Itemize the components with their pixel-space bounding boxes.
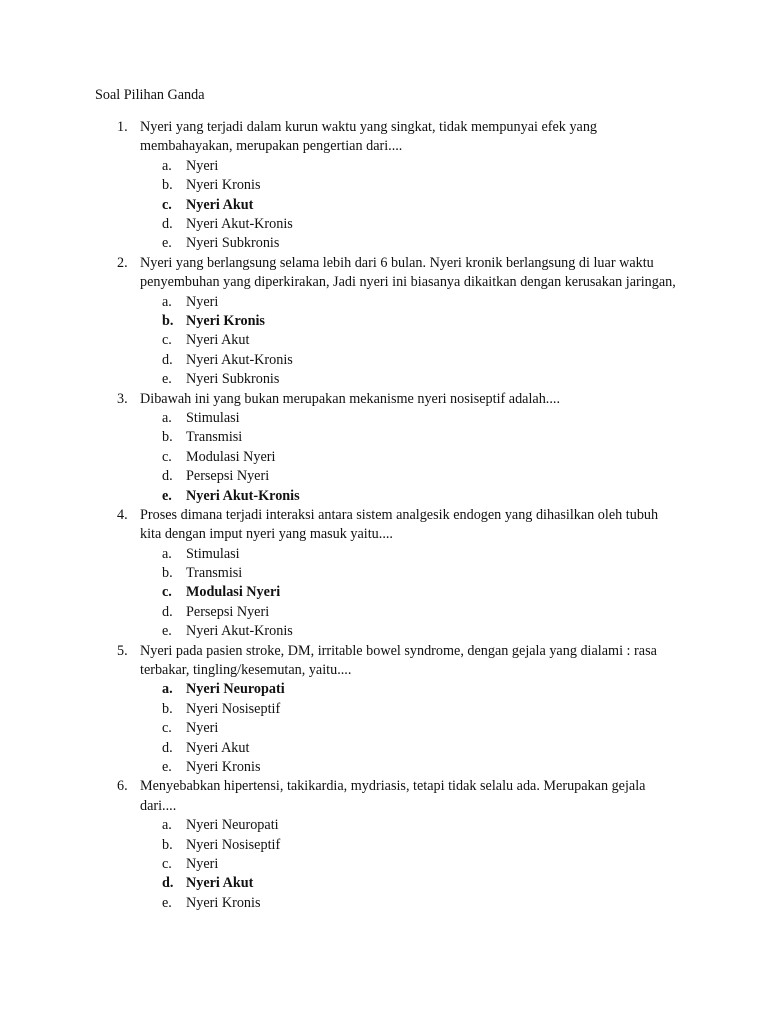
- option-letter: b.: [162, 429, 173, 446]
- answer-option: [0, 564, 768, 583]
- option-text: Transmisi: [186, 429, 243, 446]
- option-letter: b.: [162, 177, 173, 194]
- option-text: Stimulasi: [186, 409, 240, 426]
- option-text: Nyeri: [186, 293, 219, 310]
- option-letter: c.: [162, 720, 172, 737]
- page-title: Soal Pilihan Ganda: [95, 87, 205, 103]
- option-letter: e.: [162, 759, 172, 776]
- option-letter: e.: [162, 623, 172, 640]
- answer-option: [0, 758, 768, 777]
- answer-option: [0, 428, 768, 447]
- option-letter: a.: [162, 293, 172, 310]
- option-letter: c.: [162, 196, 172, 213]
- answer-option: [0, 467, 768, 486]
- answer-option: [0, 700, 768, 719]
- option-text: Nyeri Akut-Kronis: [186, 487, 300, 504]
- answer-option: [0, 157, 768, 176]
- option-list: [0, 680, 768, 777]
- question-number: 4.: [117, 506, 128, 523]
- option-letter: d.: [162, 215, 173, 232]
- option-letter: c.: [162, 856, 172, 873]
- answer-option: [0, 176, 768, 195]
- option-list: [0, 816, 768, 913]
- option-letter: e.: [162, 235, 172, 252]
- option-text: Nyeri Akut-Kronis: [186, 623, 293, 640]
- answer-option: [0, 448, 768, 467]
- option-letter: b.: [162, 565, 173, 582]
- option-text: Nyeri: [186, 157, 219, 174]
- option-text: Modulasi Nyeri: [186, 448, 276, 465]
- option-letter: a.: [162, 157, 172, 174]
- question-item: [0, 390, 768, 506]
- option-text: Persepsi Nyeri: [186, 603, 270, 620]
- option-text: Nyeri Subkronis: [186, 235, 280, 252]
- option-letter: e.: [162, 371, 172, 388]
- question-item: [0, 254, 768, 390]
- answer-option: [0, 370, 768, 389]
- option-text: Nyeri Akut: [186, 875, 254, 892]
- answer-option: [0, 816, 768, 835]
- option-text: Nyeri Kronis: [186, 312, 265, 329]
- option-letter: d.: [162, 468, 173, 485]
- option-text: Nyeri Neuropati: [186, 681, 285, 698]
- question-text: Nyeri pada pasien stroke, DM, irritable bowel syndrome, dengan gejala yang dialami : rasa terbakar, tingling/kesemutan, yaitu....: [140, 642, 657, 679]
- option-text: Nyeri Akut-Kronis: [186, 351, 293, 368]
- option-list: [0, 293, 768, 390]
- question-number: 1.: [117, 119, 128, 135]
- option-letter: e.: [162, 487, 172, 504]
- answer-option: [0, 409, 768, 428]
- answer-option-correct: [0, 312, 768, 331]
- question-text: Proses dimana terjadi interaksi antara sistem analgesik endogen yang dihasilkan oleh tubuh kita dengan imput nyeri yang masuk yaitu....: [140, 506, 659, 543]
- option-text: Modulasi Nyeri: [186, 584, 281, 601]
- question-number: 6.: [117, 778, 128, 795]
- question-text: Nyeri yang terjadi dalam kurun waktu yang singkat, tidak mempunyai efek yang membahayakan, merupakan pengertian dari....: [140, 119, 598, 155]
- answer-option: [0, 215, 768, 234]
- option-text: Nyeri: [186, 720, 219, 737]
- option-letter: a.: [162, 409, 172, 426]
- question-item: [0, 118, 768, 254]
- option-letter: d.: [162, 739, 173, 756]
- answer-option: [0, 545, 768, 564]
- answer-option: [0, 331, 768, 350]
- option-text: Nyeri Kronis: [186, 177, 261, 194]
- option-letter: e.: [162, 894, 172, 911]
- answer-option-correct: [0, 583, 768, 602]
- question-text: Dibawah ini yang bukan merupakan mekanisme nyeri nosiseptif adalah....: [140, 390, 560, 407]
- answer-option: [0, 836, 768, 855]
- option-text: Nyeri Subkronis: [186, 371, 280, 388]
- answer-option-correct: [0, 680, 768, 699]
- option-text: Nyeri Neuropati: [186, 817, 279, 834]
- option-letter: b.: [162, 312, 174, 329]
- option-list: [0, 545, 768, 642]
- option-letter: d.: [162, 875, 174, 892]
- option-text: Nyeri Kronis: [186, 759, 261, 776]
- question-item: [0, 777, 768, 913]
- option-letter: c.: [162, 448, 172, 465]
- option-letter: b.: [162, 836, 173, 853]
- answer-option: [0, 603, 768, 622]
- option-text: Nyeri: [186, 856, 219, 873]
- option-letter: c.: [162, 332, 172, 349]
- option-text: Transmisi: [186, 565, 243, 582]
- answer-option-correct: [0, 874, 768, 893]
- option-letter: a.: [162, 681, 173, 698]
- answer-option: [0, 739, 768, 758]
- answer-option: [0, 719, 768, 738]
- option-text: Nyeri Akut: [186, 196, 254, 213]
- question-text: Nyeri yang berlangsung selama lebih dari 6 bulan. Nyeri kronik berlangsung di luar waktu penyembuhan yang diperkirakan, Jadi nyeri ini biasanya dikaitkan dengan kerusakan jaringan,: [140, 254, 676, 291]
- answer-option: [0, 855, 768, 874]
- option-text: Stimulasi: [186, 545, 240, 562]
- option-letter: d.: [162, 603, 173, 620]
- option-text: Nyeri Kronis: [186, 894, 261, 911]
- question-item: [0, 642, 768, 778]
- option-text: Nyeri Akut: [186, 739, 250, 756]
- answer-option: [0, 293, 768, 312]
- question-list: [0, 118, 768, 913]
- option-text: Nyeri Akut: [186, 332, 250, 349]
- answer-option: [0, 234, 768, 253]
- question-text: Menyebabkan hipertensi, takikardia, mydriasis, tetapi tidak selalu ada. Merupakan gejala dari....: [140, 778, 646, 814]
- option-text: Nyeri Akut-Kronis: [186, 215, 293, 232]
- option-letter: a.: [162, 817, 172, 834]
- option-text: Nyeri Nosiseptif: [186, 700, 281, 717]
- option-letter: a.: [162, 545, 172, 562]
- option-letter: c.: [162, 584, 172, 601]
- answer-option: [0, 894, 768, 913]
- answer-option-correct: [0, 487, 768, 506]
- question-number: 5.: [117, 642, 128, 659]
- option-list: [0, 157, 768, 254]
- option-text: Persepsi Nyeri: [186, 468, 270, 485]
- answer-option: [0, 622, 768, 641]
- question-item: [0, 506, 768, 642]
- question-number: 2.: [117, 254, 128, 271]
- answer-option-correct: [0, 196, 768, 215]
- option-letter: b.: [162, 700, 173, 717]
- option-letter: d.: [162, 351, 173, 368]
- question-number: 3.: [117, 390, 128, 407]
- option-text: Nyeri Nosiseptif: [186, 836, 281, 853]
- option-list: [0, 409, 768, 506]
- answer-option: [0, 351, 768, 370]
